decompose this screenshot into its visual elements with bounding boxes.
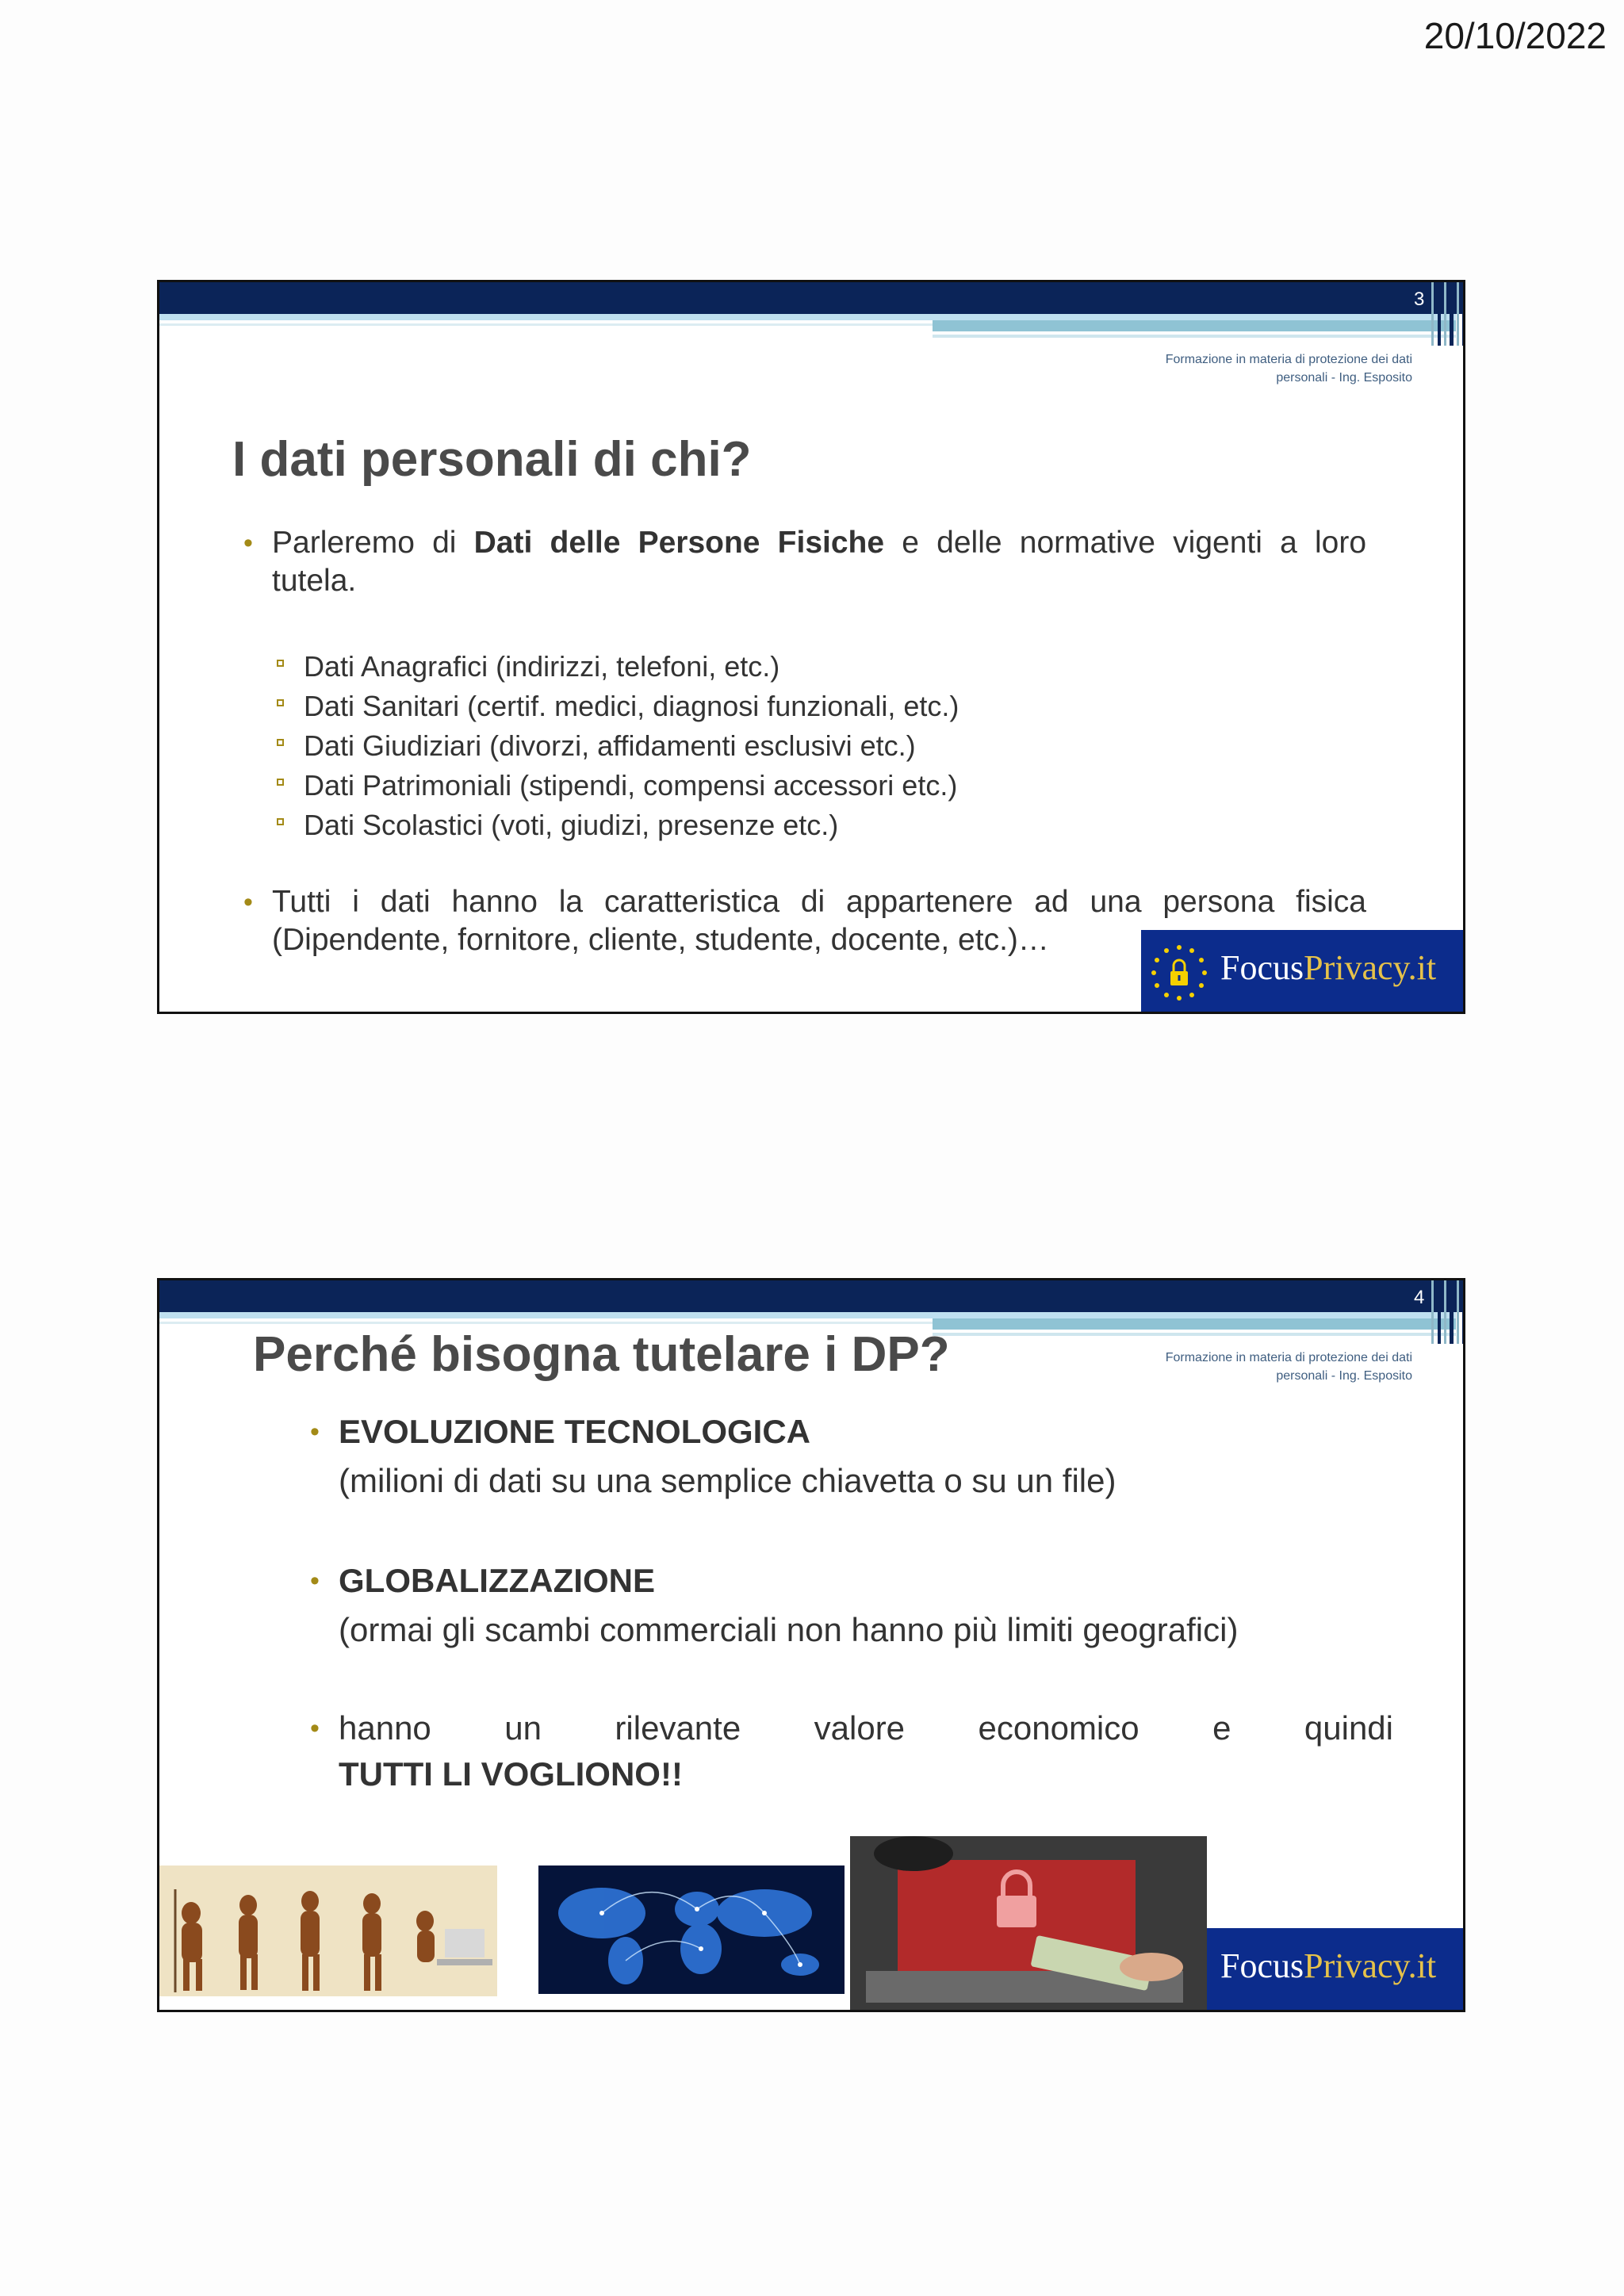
- bullet-dot-icon: •: [243, 528, 253, 558]
- header-stripes: [1431, 1280, 1465, 1344]
- square-bullet-icon: [277, 779, 284, 786]
- slide-4: [157, 1278, 1465, 2012]
- bullet-persone-fisiche: • Parleremo di Dati delle Persone Fisiche e delle normative vigenti a loro tutela.: [243, 526, 1367, 598]
- bullet-valore-economico: • hanno un rilevante valore economico e quindi TUTTI LI VOGLIONO!!: [339, 1705, 1393, 1797]
- square-bullet-icon: [277, 699, 284, 706]
- slide-title: I dati personali di chi?: [232, 432, 752, 487]
- sub-item: Dati Anagrafici (indirizzi, telefoni, etc.): [304, 647, 779, 687]
- header-stripes: [1431, 282, 1465, 346]
- eu-padlock-icon: [1147, 941, 1211, 1004]
- header-note: Formazione in materia di protezione dei dati personali - Ing. Esposito: [1165, 1351, 1412, 1383]
- header-bar: [159, 282, 1465, 314]
- slide-number: 4: [1414, 1287, 1425, 1308]
- bullet-dot-icon: •: [243, 887, 253, 917]
- header-bar: [159, 1280, 1465, 1312]
- slide-number: 3: [1414, 289, 1425, 310]
- page-date: 20/10/2022: [1423, 15, 1607, 56]
- bullet-evoluzione: • EVOLUZIONE TECNOLOGICA (milioni di dati su una semplice chiavetta o su un file): [339, 1407, 1393, 1506]
- square-bullet-icon: [277, 818, 284, 825]
- square-bullet-icon: [277, 739, 284, 746]
- sub-item: Dati Patrimoniali (stipendi, compensi accessori etc.): [304, 766, 957, 806]
- world-map-image: [538, 1866, 845, 1994]
- bullet-globalizzazione: • GLOBALIZZAZIONE (ormai gli scambi commerciali non hanno più limiti geografici): [339, 1556, 1393, 1655]
- sub-item: Dati Scolastici (voti, giudizi, presenze etc.): [304, 806, 838, 845]
- bullet-dot-icon: •: [310, 1713, 320, 1743]
- bullet-persona-fisica: • Tutti i dati hanno la caratteristica di appartenere ad una persona fisica (Dipendente, fornitore, cliente, studente, docente, etc.)…: [243, 885, 1366, 957]
- focusprivacy-logo: FocusPrivacy.it: [1141, 930, 1465, 1014]
- focusprivacy-logo: FocusPrivacy.it: [1207, 1928, 1465, 2012]
- data-theft-image: [850, 1836, 1207, 2012]
- bullet-dot-icon: •: [310, 1566, 320, 1596]
- slide-3: [157, 280, 1465, 1014]
- bullet-dot-icon: •: [310, 1417, 320, 1447]
- square-bullet-icon: [277, 660, 284, 667]
- header-note: Formazione in materia di protezione dei dati personali - Ing. Esposito: [1165, 353, 1412, 385]
- sub-item: Dati Giudiziari (divorzi, affidamenti esclusivi etc.): [304, 726, 916, 766]
- evolution-image: [159, 1866, 497, 1996]
- slide-title: Perché bisogna tutelare i DP?: [253, 1327, 950, 1382]
- sub-item: Dati Sanitari (certif. medici, diagnosi funzionali, etc.): [304, 687, 959, 726]
